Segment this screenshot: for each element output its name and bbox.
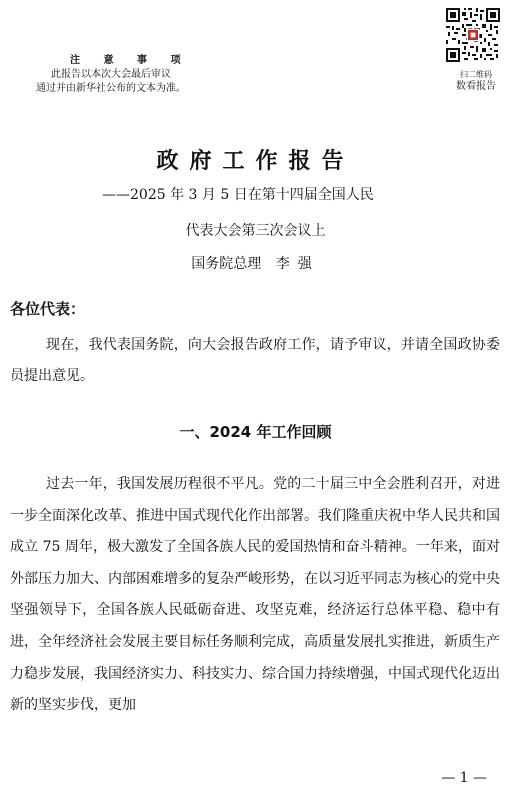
notice-line-2: 通过并由新华社公布的文本为准。: [36, 83, 186, 94]
notice-block: [36, 54, 236, 96]
intro-paragraph: 现在，我代表国务院，向大会报告政府工作，请予审议，并请全国政协委员提出意见。: [10, 337, 500, 384]
body-paragraph: 过去一年，我国发展历程很不平凡。党的二十届三中全会胜利召开，对进一步全面深化改革、推进中国式现代化作出部署。我们隆重庆祝中华人民共和国成立 75 周年，极大激发了全国各族人民的爱国热情和奋斗精神。一年来，面对外部压力加大、内部困难增多的复杂严峻形势，在以习近平同志为核心的党中央坚强领导下，全国各族人民砥砺奋进、攻坚克难，经济运行总体平稳、稳中有进，全年经济社会发展主要目标任务顺利完成，高质量发展扎实推进，新质生产力稳步发展，我国经济实力、科技实力、综合国力持续增强，中国式现代化迈出新的坚实步伐，更加: [10, 476, 500, 714]
qr-code-image: [446, 8, 500, 62]
speaker-name: 李强: [275, 256, 320, 272]
report-subtitle-line-2: 代表大会第三次会议上: [185, 223, 326, 239]
speaker-role: 国务院总理: [191, 256, 262, 272]
report-title: 政府工作报告: [156, 148, 355, 174]
speaker-line: [0, 254, 511, 274]
salutation: 各位代表：: [10, 300, 86, 318]
notice-title: 注 意 事 项: [70, 55, 191, 66]
qr-code[interactable]: [446, 8, 500, 62]
qr-caption-small: 扫二维码: [460, 70, 492, 79]
qr-caption-main: 数看报告: [456, 81, 496, 92]
page-number: — 1 —: [441, 770, 487, 786]
notice-line-1: 此报告以本次大会最后审议: [51, 69, 171, 80]
section-heading: 一、2024 年工作回顾: [179, 423, 332, 441]
report-subtitle-line-1: ——2025 年 3 月 5 日在第十四届全国人民: [102, 187, 374, 203]
